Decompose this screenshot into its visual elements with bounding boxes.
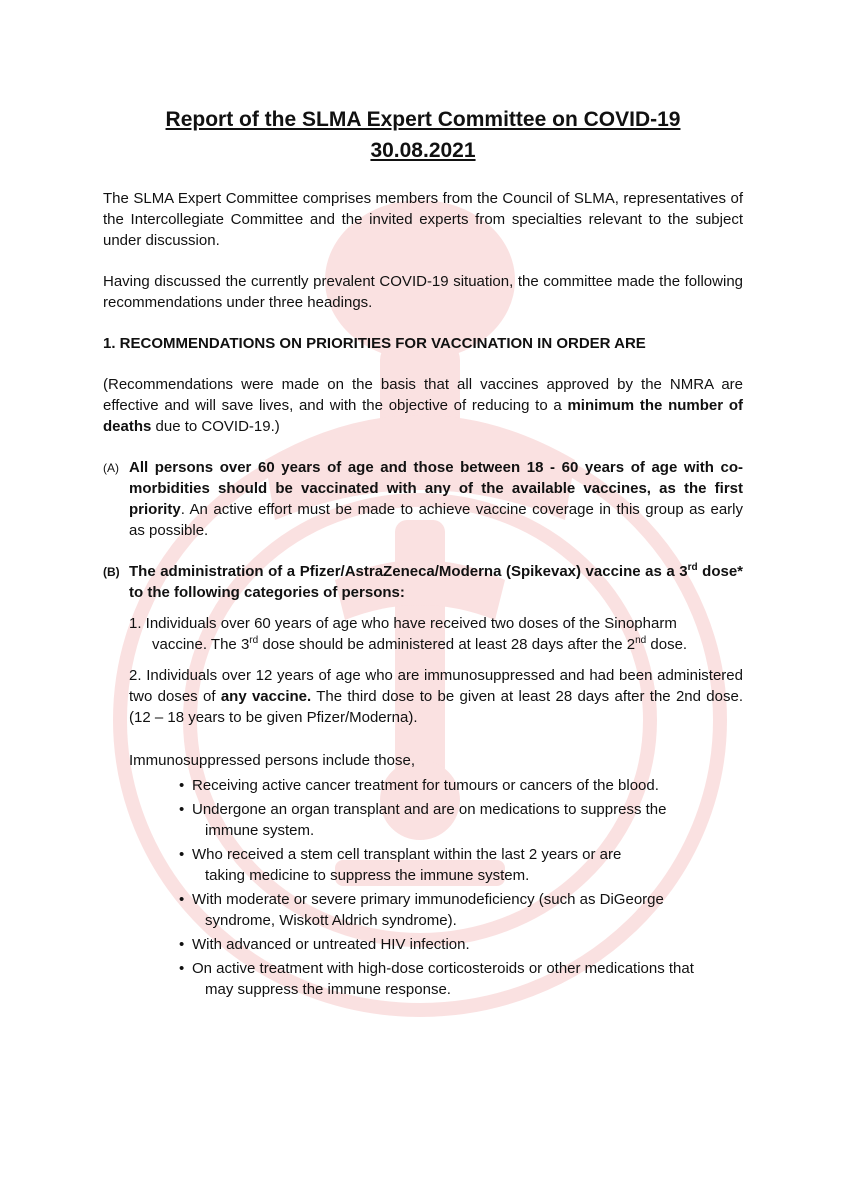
immunosuppressed-list [103,775,743,1000]
section-note: (Recommendations were made on the basis that all vaccines approved by the NMRA are effective and will save lives, and with the objective of reducing to a minimum the number of deaths due to COVID-19.) [103,376,743,435]
intro-paragraph-2: Having discussed the currently prevalent COVID-19 situation, the committee made the following recommendations under three headings. [103,273,743,311]
document-body [103,104,743,1003]
page-title: Report of the SLMA Expert Committee on COVID-19 [165,108,681,131]
list-item: • Undergone an organ transplant and are on medications to suppress the immune system. [179,801,667,839]
intro-paragraph-1: The SLMA Expert Committee comprises members from the Council of SLMA, representatives of the Intercollegiate Committee and the invited experts from specialties relevant to the subject under discussion. [103,190,743,249]
list-item: • Who received a stem cell transplant within the last 2 years or are taking medicine to suppress the immune system. [179,846,622,884]
recommendation-b: (B) The administration of a Pfizer/AstraZeneca/Moderna (Spikevax) vaccine as a 3rd dose* to the following categories of persons: [103,562,744,601]
immunosuppressed-intro: Immunosuppressed persons include those, [129,752,415,769]
sub-item-2: 2. Individuals over 12 years of age who are immunosuppressed and had been administered two doses of any vaccine. The third dose to be given at least 28 days after the 2nd dose. (12 – 18 years to be given Pfizer/Moderna). [129,667,743,726]
item-marker-a: (A) [103,461,119,475]
item-marker-b: (B) [103,565,120,579]
list-item: • With advanced or untreated HIV infection. [179,936,470,953]
recommendation-a: (A) All persons over 60 years of age and those between 18 - 60 years of age with co-morbidities should be vaccinated with any of the available vaccines, as the first priority. An active effort must be made to achieve vaccine coverage in this group as early as possible. [103,459,743,539]
list-item: • Receiving active cancer treatment for tumours or cancers of the blood. [179,777,659,794]
report-date: 30.08.2021 [370,139,476,162]
list-item: • On active treatment with high-dose corticosteroids or other medications that may suppress the immune response. [179,960,694,998]
list-item: • With moderate or severe primary immunodeficiency (such as DiGeorge syndrome, Wiskott Aldrich syndrome). [179,891,664,929]
section-heading: 1. RECOMMENDATIONS ON PRIORITIES FOR VACCINATION IN ORDER ARE [103,335,646,352]
sub-item-1: 1. Individuals over 60 years of age who have received two doses of the Sinopharm vaccine. The 3rd dose should be administered at least 28 days after the 2nd dose. [129,615,688,653]
